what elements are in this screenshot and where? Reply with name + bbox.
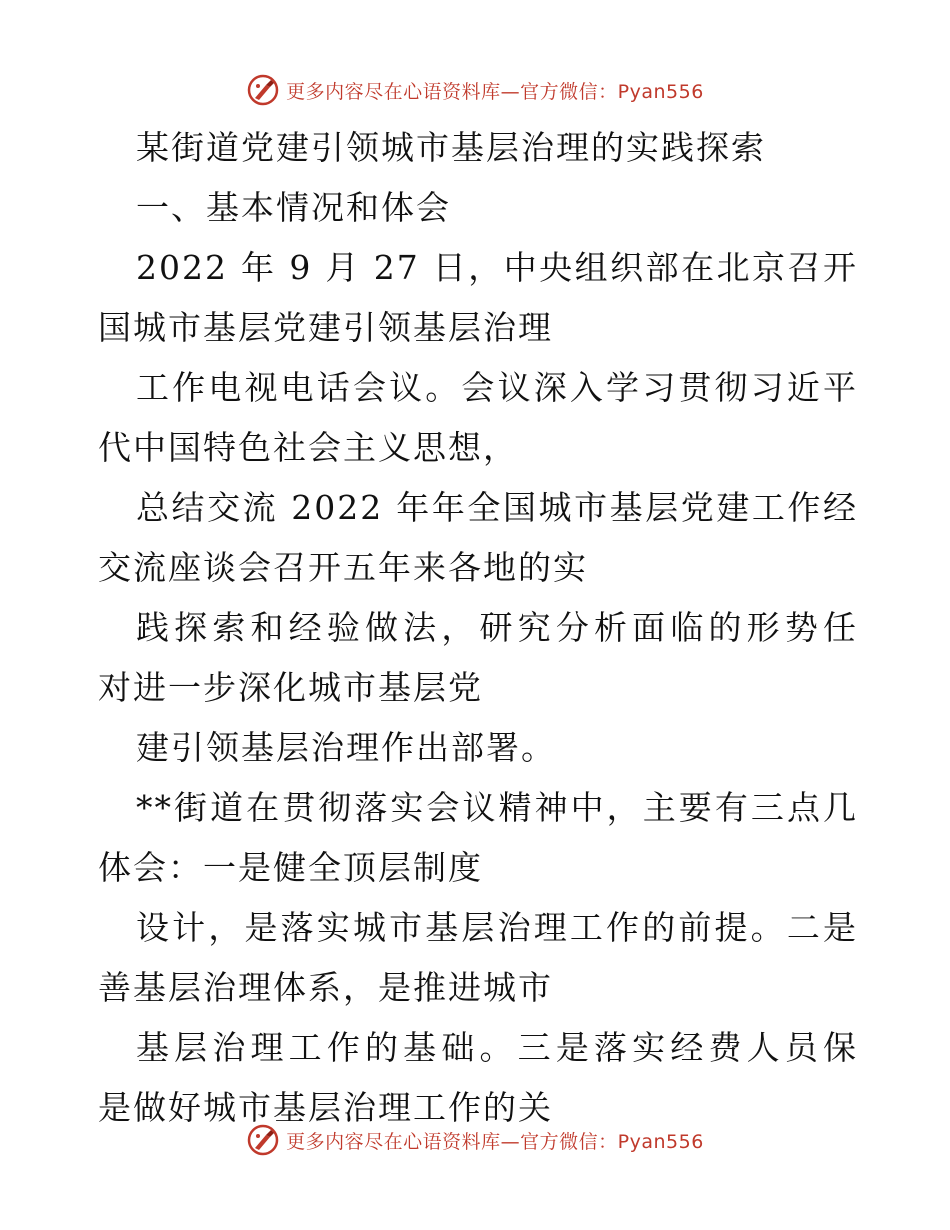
paragraph-line: 2022 年 9 月 27 日，中央组织部在北京召开 [136,248,858,287]
paragraph-line: **街道在贯彻落实会议精神中，主要有三点几 [136,788,858,827]
pen-nib-logo-icon [246,1123,280,1157]
paragraph-line: 对进一步深化城市基层党 [98,668,483,707]
paragraph-line: 建引领基层治理作出部署。 [136,728,556,767]
header-banner [0,70,950,110]
pen-nib-logo-icon [246,73,280,107]
document-body [98,118,858,1138]
paragraph-line: 设计，是落实城市基层治理工作的前提。二是 [136,908,858,947]
paragraph-line: 践探索和经验做法，研究分析面临的形势任 [136,608,858,647]
section-heading: 一、基本情况和体会 [136,188,451,227]
footer-banner-text: 更多内容尽在心语资料库—官方微信：Pyan556 [286,1130,704,1153]
paragraph-line: 代中国特色社会主义思想， [98,428,518,467]
footer-banner [0,1120,950,1160]
document-title: 某街道党建引领城市基层治理的实践探索 [136,128,766,167]
paragraph-line: 总结交流 2022 年年全国城市基层党建工作经 [136,488,858,527]
paragraph-line: 交流座谈会召开五年来各地的实 [98,548,588,587]
paragraph-line: 基层治理工作的基础。三是落实经费人员保 [136,1028,858,1067]
paragraph-line: 体会：一是健全顶层制度 [98,848,483,887]
paragraph-line: 工作电视电话会议。会议深入学习贯彻习近平 [136,368,858,407]
paragraph-line: 国城市基层党建引领基层治理 [98,308,553,347]
paragraph-line: 善基层治理体系，是推进城市 [98,968,553,1007]
paragraph-line: 是做好城市基层治理工作的关 [98,1088,553,1127]
header-banner-text: 更多内容尽在心语资料库—官方微信：Pyan556 [286,80,704,103]
